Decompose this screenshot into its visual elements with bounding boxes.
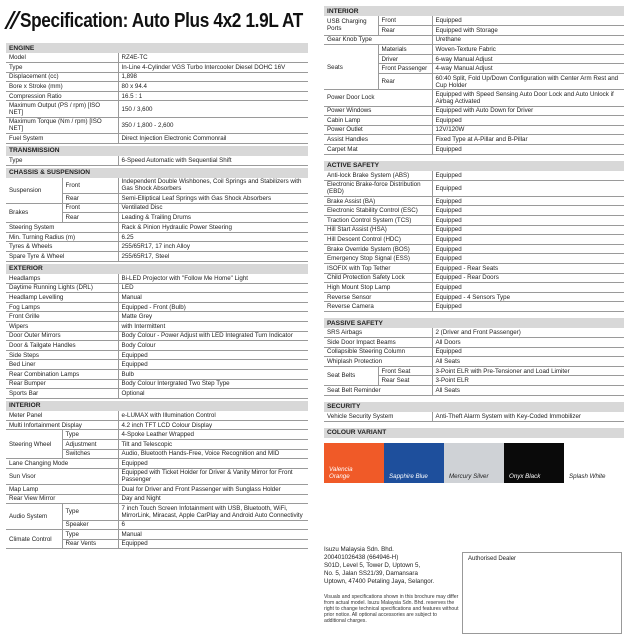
- row-value: Equipped: [432, 116, 624, 126]
- table-row: [324, 116, 624, 126]
- row-value: 3-Point ELR: [432, 376, 624, 386]
- row-value: 3-Point ELR with Pre-Tensioner and Load Limiter: [432, 366, 624, 376]
- row-value: Equipped: [432, 216, 624, 226]
- row-value: Day and Night: [118, 494, 308, 504]
- row-label: Seat Belts: [324, 366, 378, 385]
- row-value: e-LUMAX with Illumination Control: [118, 411, 308, 421]
- row-value: Fixed Type at A-Pillar and B-Pillar: [432, 135, 624, 145]
- table-row: [6, 430, 308, 440]
- section-header-active-safety: ACTIVE SAFETY: [324, 161, 624, 171]
- table-row: [6, 117, 308, 133]
- row-sublabel: Rear: [378, 26, 432, 36]
- table-row: [324, 283, 624, 293]
- table-row: [6, 360, 308, 370]
- table-row: [324, 16, 624, 26]
- row-value: Equipped with Auto Down for Driver: [432, 106, 624, 116]
- table-row: [324, 171, 624, 181]
- row-label: Rear View Mirror: [6, 494, 118, 504]
- table-row: [324, 386, 624, 396]
- row-label: Power Door Lock: [324, 90, 432, 106]
- row-label: Type: [6, 63, 118, 73]
- row-value: All Seats: [432, 357, 624, 367]
- row-value: Equipped: [432, 171, 624, 181]
- table-row: [324, 328, 624, 338]
- section-header-interior: INTERIOR: [6, 401, 308, 411]
- row-label: Daytime Running Lights (DRL): [6, 283, 118, 293]
- row-value: Audio, Bluetooth Hands-Free, Voice Recognition and MID: [118, 449, 308, 459]
- table-row: [6, 389, 308, 399]
- table-row: [6, 283, 308, 293]
- row-label: Electronic Brake-force Distribution (EBD): [324, 180, 432, 196]
- row-value: Equipped: [432, 244, 624, 254]
- row-value: Equipped: [118, 459, 308, 469]
- table-row: [324, 35, 624, 45]
- row-value: 255/65R17, 17 inch Alloy: [118, 242, 308, 252]
- row-value: RZ4E-TC: [118, 53, 308, 63]
- table-row: [6, 82, 308, 92]
- table-row: [6, 530, 308, 540]
- address-line: Isuzu Malaysia Sdn. Bhd.: [324, 546, 394, 553]
- table-row: [6, 411, 308, 421]
- table-row: [324, 90, 624, 106]
- row-label: High Mount Stop Lamp: [324, 283, 432, 293]
- authorised-dealer-box: [462, 552, 622, 634]
- table-row: [324, 347, 624, 357]
- row-label: Side Door Impact Beams: [324, 338, 432, 348]
- row-label: Audio System: [6, 504, 62, 530]
- row-value: 80 x 94.4: [118, 82, 308, 92]
- address-line: S01D, Level 5, Tower D, Uptown 5,: [324, 562, 421, 570]
- row-label: ISOFIX with Top Tether: [324, 264, 432, 274]
- row-value: 1,898: [118, 72, 308, 82]
- table-row: [324, 338, 624, 348]
- table-row: [6, 133, 308, 143]
- row-label: Displacement (cc): [6, 72, 118, 82]
- table-row: [6, 101, 308, 117]
- row-label: Lane Changing Mode: [6, 459, 118, 469]
- row-label: Gear Knob Type: [324, 35, 432, 45]
- row-label: Rear Bumper: [6, 379, 118, 389]
- table-row: [6, 63, 308, 73]
- row-value: Optional: [118, 389, 308, 399]
- table-row: [6, 293, 308, 303]
- row-label: Door & Tailgate Handles: [6, 341, 118, 351]
- row-label: Carpet Mat: [324, 144, 432, 154]
- section-header-security: SECURITY: [324, 402, 624, 412]
- row-label: Brake Assist (BA): [324, 196, 432, 206]
- row-value: Matte Grey: [118, 312, 308, 322]
- row-label: Hill Descent Control (HDC): [324, 235, 432, 245]
- row-sublabel: Rear Vents: [62, 539, 118, 549]
- row-sublabel: Materials: [378, 45, 432, 55]
- row-value: Equipped: [432, 206, 624, 216]
- row-value: Equipped - Rear Seats: [432, 264, 624, 274]
- row-label: Headlamp Levelling: [6, 293, 118, 303]
- table-row: [6, 242, 308, 252]
- row-label: Traction Control System (TCS): [324, 216, 432, 226]
- row-label: Spare Tyre & Wheel: [6, 251, 118, 261]
- row-value: 6-Speed Automatic with Sequential Shift: [118, 156, 308, 166]
- row-label: Electronic Stability Control (ESC): [324, 206, 432, 216]
- row-value: Equipped - 4 Sensors Type: [432, 292, 624, 302]
- table-row: [6, 341, 308, 351]
- row-label: Brakes: [6, 203, 62, 222]
- section-header-colour: COLOUR VARIANT: [324, 428, 624, 438]
- row-label: Min. Turning Radius (m): [6, 232, 118, 242]
- disclaimer: Visuals and specifications shown in this brochure may differ from actual model. Isuzu Malaysia Sdn. Bhd. reserves the right to change technical specifications and features without prior notice. All optional accessories are subject to additional charges.: [324, 594, 459, 625]
- row-label: USB Charging Ports: [324, 16, 378, 35]
- row-sublabel: Front: [62, 178, 118, 194]
- table-row: [6, 232, 308, 242]
- table-row: [324, 244, 624, 254]
- row-sublabel: Type: [62, 504, 118, 520]
- row-label: Front Grille: [6, 312, 118, 322]
- row-value: Equipped: [118, 539, 308, 549]
- row-label: Cabin Lamp: [324, 116, 432, 126]
- row-label: Whiplash Protection: [324, 357, 432, 367]
- exterior-table: [6, 274, 308, 399]
- section-header-engine: ENGINE: [6, 43, 308, 53]
- row-label: Brake Override System (BOS): [324, 244, 432, 254]
- row-label: Reverse Camera: [324, 302, 432, 312]
- table-row: [6, 459, 308, 469]
- table-row: [6, 322, 308, 332]
- table-row: [6, 370, 308, 380]
- chassis-table-extra: [6, 223, 308, 262]
- row-value: 7 inch Touch Screen Infotainment with USB, Bluetooth, WiFi, MirrorLink, Miracast, Apple CarPlay and Android Auto Connectivity: [118, 504, 308, 520]
- colour-swatch: [384, 443, 444, 483]
- row-value: LED: [118, 283, 308, 293]
- row-label: Side Steps: [6, 350, 118, 360]
- row-sublabel: Switches: [62, 449, 118, 459]
- title-text: Specification: Auto Plus 4x2 1.9L AT: [20, 9, 304, 32]
- row-label: Bed Liner: [6, 360, 118, 370]
- row-value: 6-way Manual Adjust: [432, 54, 624, 64]
- row-value: Equipped with Speed Sensing Auto Door Lock and Auto Unlock if Airbag Activated: [432, 90, 624, 106]
- row-label: Multi Infortainment Display: [6, 420, 118, 430]
- row-value: Equipped: [432, 16, 624, 26]
- row-label: Child Protection Safety Lock: [324, 273, 432, 283]
- row-label: Rear Combination Lamps: [6, 370, 118, 380]
- row-label: Assist Handles: [324, 135, 432, 145]
- row-label: Maximum Output (PS / rpm) [ISO NET]: [6, 101, 118, 117]
- row-label: Meter Panel: [6, 411, 118, 421]
- table-row: [324, 235, 624, 245]
- row-value: Equipped - Rear Doors: [432, 273, 624, 283]
- table-row: [6, 251, 308, 261]
- row-value: Equipped with Storage: [432, 26, 624, 36]
- row-value: Equipped: [432, 180, 624, 196]
- row-sublabel: Rear: [62, 193, 118, 203]
- row-value: Rack & Pinion Hydraulic Power Steering: [118, 223, 308, 233]
- row-value: Body Colour Intergrated Two Step Type: [118, 379, 308, 389]
- colour-swatch: [444, 443, 504, 483]
- row-value: Semi-Elliptical Leaf Springs with Gas Shock Absorbers: [118, 193, 308, 203]
- table-row: [6, 485, 308, 495]
- row-value: Manual: [118, 530, 308, 540]
- row-sublabel: Rear Seat: [378, 376, 432, 386]
- row-label: Model: [6, 53, 118, 63]
- table-row: [6, 156, 308, 166]
- table-row: [6, 312, 308, 322]
- table-row: [324, 180, 624, 196]
- row-label: Power Windows: [324, 106, 432, 116]
- row-sublabel: Front: [378, 16, 432, 26]
- row-label: SRS Airbags: [324, 328, 432, 338]
- row-value: 2 (Driver and Front Passenger): [432, 328, 624, 338]
- row-value: Equipped: [432, 347, 624, 357]
- row-value: 150 / 3,600: [118, 101, 308, 117]
- row-label: Sun Visor: [6, 468, 118, 484]
- row-label: Sports Bar: [6, 389, 118, 399]
- colour-name: Valencia Orange: [329, 466, 353, 480]
- row-value: Equipped - Front (Bulb): [118, 302, 308, 312]
- row-value: Body Colour: [118, 341, 308, 351]
- colour-name: Onyx Black: [509, 472, 541, 480]
- row-value: Urethane: [432, 35, 624, 45]
- section-header-transmission: TRANSMISSION: [6, 146, 308, 156]
- row-sublabel: Adjustment: [62, 440, 118, 450]
- row-label: Fog Lamps: [6, 302, 118, 312]
- row-value: Bulb: [118, 370, 308, 380]
- table-row: [324, 366, 624, 376]
- address-line: 200401026438 (664946-H): [324, 554, 399, 562]
- row-label: Door Outer Mirrors: [6, 331, 118, 341]
- row-label: Collapsible Steering Column: [324, 347, 432, 357]
- table-row: [324, 264, 624, 274]
- row-value: 4-Spoke Leather Wrapped: [118, 430, 308, 440]
- row-label: Power Outlet: [324, 125, 432, 135]
- table-row: [324, 225, 624, 235]
- colour-swatch: [504, 443, 564, 483]
- table-row: [6, 504, 308, 520]
- colour-name: Sapphire Blue: [389, 472, 428, 480]
- row-label: Anti-lock Brake System (ABS): [324, 171, 432, 181]
- row-value: Direct Injection Electronic Commonrail: [118, 133, 308, 143]
- chassis-table: [6, 178, 308, 223]
- right-column: [324, 6, 624, 483]
- table-row: [324, 254, 624, 264]
- colour-swatches: [324, 443, 624, 483]
- table-row: [6, 468, 308, 484]
- row-sublabel: Type: [62, 530, 118, 540]
- row-value: 6.25: [118, 232, 308, 242]
- table-row: [6, 331, 308, 341]
- colour-swatch: [564, 443, 624, 483]
- table-row: [6, 53, 308, 63]
- row-label: Suspension: [6, 178, 62, 203]
- row-value: Equipped: [432, 302, 624, 312]
- table-row: [324, 125, 624, 135]
- colour-name: Mercury Silver: [449, 472, 489, 480]
- section-header-passive-safety: PASSIVE SAFETY: [324, 318, 624, 328]
- row-value: Leading & Trailing Drums: [118, 213, 308, 223]
- colour-swatch: [324, 443, 384, 483]
- table-row: [324, 357, 624, 367]
- row-sublabel: Rear: [62, 213, 118, 223]
- row-value: Equipped: [118, 350, 308, 360]
- row-label: Fuel System: [6, 133, 118, 143]
- row-value: 350 / 1,800 - 2,600: [118, 117, 308, 133]
- passive-safety-table: [324, 328, 624, 396]
- table-row: [324, 106, 624, 116]
- table-row: [324, 135, 624, 145]
- section-header-chassis: CHASSIS & SUSPENSION: [6, 168, 308, 178]
- page-title: [3, 6, 308, 36]
- row-value: with Intermittent: [118, 322, 308, 332]
- row-value: 4-way Manual Adjust: [432, 64, 624, 74]
- row-value: 4.2 inch TFT LCD Colour Display: [118, 420, 308, 430]
- row-value: Equipped: [432, 235, 624, 245]
- row-label: Climate Control: [6, 530, 62, 549]
- row-value: 12V/120W: [432, 125, 624, 135]
- table-row: [6, 178, 308, 194]
- interior-table: [6, 411, 308, 550]
- row-value: 60:40 Split, Fold Up/Down Configuration with Center Arm Rest and Cup Holder: [432, 74, 624, 90]
- table-row: [6, 420, 308, 430]
- row-value: Equipped: [432, 225, 624, 235]
- table-row: [6, 350, 308, 360]
- row-value: Equipped: [432, 196, 624, 206]
- table-row: [324, 45, 624, 55]
- address-line: Uptown, 47400 Petaling Jaya, Selangor.: [324, 578, 435, 586]
- company-address: [324, 546, 459, 586]
- row-sublabel: Front: [62, 203, 118, 213]
- row-value: Body Colour - Power Adjust with LED Integrated Turn Indicator: [118, 331, 308, 341]
- row-label: Hill Start Assist (HSA): [324, 225, 432, 235]
- row-label: Steering System: [6, 223, 118, 233]
- row-sublabel: Driver: [378, 54, 432, 64]
- row-value: Equipped with Ticket Holder for Driver & Vanity Mirror for Front Passenger: [118, 468, 308, 484]
- table-row: [6, 302, 308, 312]
- address-line: No. 5, Jalan SS21/39, Damansara: [324, 570, 418, 578]
- section-header-interior-cont: INTERIOR: [324, 6, 624, 16]
- left-column: [3, 6, 308, 549]
- row-value: 6: [118, 520, 308, 530]
- row-sublabel: Front Passenger: [378, 64, 432, 74]
- row-label: Maximum Torque (Nm / rpm) [ISO NET]: [6, 117, 118, 133]
- security-table: [324, 412, 624, 422]
- row-value: 16.5 : 1: [118, 91, 308, 101]
- row-label: Headlamps: [6, 274, 118, 284]
- row-label: Reverse Sensor: [324, 292, 432, 302]
- table-row: [6, 379, 308, 389]
- row-value: Bi-LED Projector with "Follow Me Home" Light: [118, 274, 308, 284]
- row-label: Vehicle Security System: [324, 412, 432, 422]
- colour-name: Splash White: [569, 472, 606, 480]
- row-label: Steering Wheel: [6, 430, 62, 459]
- row-label: Tyres & Wheels: [6, 242, 118, 252]
- row-label: Map Lamp: [6, 485, 118, 495]
- row-value: Equipped: [118, 360, 308, 370]
- row-value: Independent Double Wishbones, Coil Springs and Stabilizers with Gas Shock Absorbers: [118, 178, 308, 194]
- table-row: [324, 302, 624, 312]
- row-value: Anti-Theft Alarm System with Key-Coded Immobilizer: [432, 412, 624, 422]
- row-value: Equipped: [432, 144, 624, 154]
- row-value: All Seats: [432, 386, 624, 396]
- row-value: 255/65R17, Steel: [118, 251, 308, 261]
- active-safety-table: [324, 171, 624, 312]
- row-value: Manual: [118, 293, 308, 303]
- row-sublabel: Rear: [378, 74, 432, 90]
- row-value: Equipped: [432, 283, 624, 293]
- row-label: Bore x Stroke (mm): [6, 82, 118, 92]
- section-header-exterior: EXTERIOR: [6, 264, 308, 274]
- table-row: [6, 91, 308, 101]
- row-value: Woven-Texture Fabric: [432, 45, 624, 55]
- row-value: In-Line 4-Cylinder VGS Turbo Intercooler Diesel DOHC 16V: [118, 63, 308, 73]
- table-row: [6, 274, 308, 284]
- row-label: Wipers: [6, 322, 118, 332]
- row-value: Dual for Driver and Front Passenger with Sunglass Holder: [118, 485, 308, 495]
- row-sublabel: Type: [62, 430, 118, 440]
- table-row: [324, 412, 624, 422]
- row-sublabel: Speaker: [62, 520, 118, 530]
- engine-table: [6, 53, 308, 144]
- row-label: Emergency Stop Signal (ESS): [324, 254, 432, 264]
- row-sublabel: Front Seat: [378, 366, 432, 376]
- title-slash-icon: //: [3, 8, 19, 34]
- table-row: [324, 273, 624, 283]
- table-row: [324, 216, 624, 226]
- table-row: [6, 72, 308, 82]
- row-label: Seats: [324, 45, 378, 90]
- dealer-label: Authorised Dealer: [468, 556, 517, 562]
- row-value: All Doors: [432, 338, 624, 348]
- row-label: Type: [6, 156, 118, 166]
- row-value: Equipped: [432, 254, 624, 264]
- table-row: [6, 494, 308, 504]
- table-row: [324, 206, 624, 216]
- table-row: [6, 223, 308, 233]
- row-value: Tilt and Telescopic: [118, 440, 308, 450]
- table-row: [324, 292, 624, 302]
- interior-right-table: [324, 16, 624, 155]
- table-row: [6, 203, 308, 213]
- row-label: Seat Belt Reminder: [324, 386, 432, 396]
- table-row: [324, 144, 624, 154]
- transmission-table: [6, 156, 308, 166]
- row-label: Compression Ratio: [6, 91, 118, 101]
- row-value: Ventilated Disc: [118, 203, 308, 213]
- table-row: [324, 196, 624, 206]
